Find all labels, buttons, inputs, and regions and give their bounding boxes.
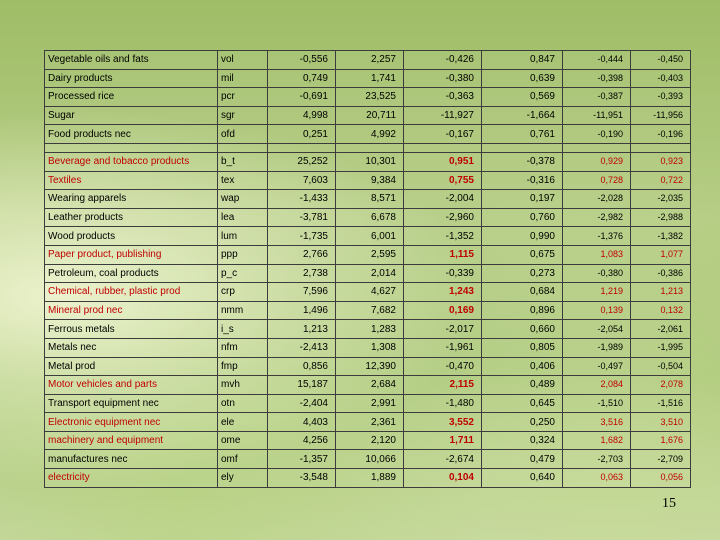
value-cell-v1: 1,213 [268,320,336,339]
value-cell-v4: 0,896 [482,301,563,320]
value-cell-v3: -0,363 [404,88,482,107]
sector-name-cell: Leather products [45,208,218,227]
value-cell-v5: -0,387 [563,88,631,107]
table-row [45,208,691,227]
value-cell-v3: 0,951 [404,152,482,171]
table-row [45,283,691,302]
value-cell-v4: 0,645 [482,394,563,413]
value-cell-v1: -2,404 [268,394,336,413]
value-cell-v3: 3,552 [404,413,482,432]
value-cell-v4: 0,760 [482,208,563,227]
value-cell-v1: 0,251 [268,125,336,144]
spacer-cell [404,143,482,152]
value-cell-v3: -2,960 [404,208,482,227]
value-cell-v1: -3,781 [268,208,336,227]
sector-name-cell: Metal prod [45,357,218,376]
value-cell-v1: -0,691 [268,88,336,107]
value-cell-v5: -1,376 [563,227,631,246]
value-cell-v6: -0,386 [631,264,691,283]
value-cell-v4: 0,675 [482,245,563,264]
value-cell-v1: 7,596 [268,283,336,302]
value-cell-v6: -2,988 [631,208,691,227]
sector-code-cell: vol [218,51,268,70]
sector-code-cell: otn [218,394,268,413]
value-cell-v2: 8,571 [336,190,404,209]
table-row [45,357,691,376]
spacer-cell [45,143,218,152]
value-cell-v2: 10,301 [336,152,404,171]
value-cell-v6: -2,709 [631,450,691,469]
value-cell-v2: 2,257 [336,51,404,70]
value-cell-v1: 0,749 [268,69,336,88]
value-cell-v5: -0,497 [563,357,631,376]
value-cell-v6: -11,956 [631,106,691,125]
value-cell-v3: 1,711 [404,431,482,450]
value-cell-v6: -0,450 [631,51,691,70]
value-cell-v6: -0,393 [631,88,691,107]
sector-code-cell: nfm [218,338,268,357]
sector-code-cell: i_s [218,320,268,339]
value-cell-v3: -2,674 [404,450,482,469]
value-cell-v4: -1,664 [482,106,563,125]
value-cell-v3: 0,169 [404,301,482,320]
table-row [45,88,691,107]
value-cell-v6: 1,077 [631,245,691,264]
value-cell-v1: -2,413 [268,338,336,357]
value-cell-v3: 1,243 [404,283,482,302]
sector-name-cell: Electronic equipment nec [45,413,218,432]
sector-code-cell: b_t [218,152,268,171]
sector-name-cell: Vegetable oils and fats [45,51,218,70]
sector-code-cell: ely [218,469,268,488]
value-cell-v6: 1,676 [631,431,691,450]
sector-code-cell: ofd [218,125,268,144]
value-cell-v2: 7,682 [336,301,404,320]
spacer-cell [218,143,268,152]
value-cell-v4: 0,639 [482,69,563,88]
sector-code-cell: pcr [218,88,268,107]
value-cell-v6: 0,923 [631,152,691,171]
sector-code-cell: p_c [218,264,268,283]
value-cell-v3: -11,927 [404,106,482,125]
value-cell-v4: 0,805 [482,338,563,357]
value-cell-v1: -3,548 [268,469,336,488]
value-cell-v6: 0,722 [631,171,691,190]
table-row [45,69,691,88]
value-cell-v6: 0,132 [631,301,691,320]
sector-name-cell: Chemical, rubber, plastic prod [45,283,218,302]
sector-name-cell: Wood products [45,227,218,246]
value-cell-v1: 4,256 [268,431,336,450]
spacer-cell [563,143,631,152]
value-cell-v1: -1,735 [268,227,336,246]
value-cell-v2: 4,992 [336,125,404,144]
value-cell-v1: 2,738 [268,264,336,283]
value-cell-v1: 25,252 [268,152,336,171]
value-cell-v4: 0,479 [482,450,563,469]
value-cell-v5: 2,084 [563,376,631,395]
value-cell-v1: 4,403 [268,413,336,432]
value-cell-v5: 0,728 [563,171,631,190]
value-cell-v2: 1,741 [336,69,404,88]
sector-code-cell: ppp [218,245,268,264]
value-cell-v2: 2,120 [336,431,404,450]
sector-name-cell: Wearing apparels [45,190,218,209]
sector-code-cell: sgr [218,106,268,125]
table-row [45,450,691,469]
value-cell-v5: 0,929 [563,152,631,171]
table-row [45,190,691,209]
value-cell-v6: 3,510 [631,413,691,432]
sector-name-cell: Petroleum, coal products [45,264,218,283]
value-cell-v4: 0,273 [482,264,563,283]
table-row [45,227,691,246]
sector-name-cell: Transport equipment nec [45,394,218,413]
sector-code-cell: mil [218,69,268,88]
sector-name-cell: Motor vehicles and parts [45,376,218,395]
sector-name-cell: Paper product, publishing [45,245,218,264]
sector-code-cell: tex [218,171,268,190]
value-cell-v2: 6,678 [336,208,404,227]
sector-name-cell: Textiles [45,171,218,190]
value-cell-v5: -0,444 [563,51,631,70]
sector-code-cell: ome [218,431,268,450]
value-cell-v4: -0,378 [482,152,563,171]
sector-name-cell: Processed rice [45,88,218,107]
table-spacer-row [45,143,691,152]
sector-name-cell: Ferrous metals [45,320,218,339]
spacer-cell [268,143,336,152]
value-cell-v6: -0,196 [631,125,691,144]
value-cell-v6: -1,382 [631,227,691,246]
value-cell-v5: -1,989 [563,338,631,357]
value-cell-v3: 1,115 [404,245,482,264]
value-cell-v2: 1,889 [336,469,404,488]
value-cell-v5: -1,510 [563,394,631,413]
value-cell-v3: -0,470 [404,357,482,376]
table-row [45,301,691,320]
table-row [45,106,691,125]
value-cell-v2: 12,390 [336,357,404,376]
page-number: 15 [662,496,676,511]
sector-code-cell: nmm [218,301,268,320]
value-cell-v4: 0,684 [482,283,563,302]
table-row [45,376,691,395]
value-cell-v2: 2,595 [336,245,404,264]
value-cell-v2: 9,384 [336,171,404,190]
value-cell-v6: -2,061 [631,320,691,339]
value-cell-v3: -0,339 [404,264,482,283]
sector-name-cell: Metals nec [45,338,218,357]
value-cell-v5: -0,190 [563,125,631,144]
sector-code-cell: lum [218,227,268,246]
table-row [45,171,691,190]
sector-name-cell: electricity [45,469,218,488]
value-cell-v3: 0,755 [404,171,482,190]
sector-code-cell: omf [218,450,268,469]
sector-name-cell: Sugar [45,106,218,125]
value-cell-v3: -0,380 [404,69,482,88]
value-cell-v4: 0,250 [482,413,563,432]
value-cell-v5: -2,703 [563,450,631,469]
table-row [45,245,691,264]
sector-code-cell: fmp [218,357,268,376]
sector-code-cell: mvh [218,376,268,395]
value-cell-v3: -0,426 [404,51,482,70]
table-row [45,264,691,283]
value-cell-v6: 1,213 [631,283,691,302]
sector-code-cell: lea [218,208,268,227]
value-cell-v2: 1,308 [336,338,404,357]
value-cell-v3: -1,352 [404,227,482,246]
spacer-cell [482,143,563,152]
table-row [45,431,691,450]
value-cell-v4: 0,489 [482,376,563,395]
value-cell-v5: -2,028 [563,190,631,209]
value-cell-v6: 0,056 [631,469,691,488]
value-cell-v4: -0,316 [482,171,563,190]
value-cell-v1: 15,187 [268,376,336,395]
value-cell-v1: 4,998 [268,106,336,125]
sector-name-cell: machinery and equipment [45,431,218,450]
table-row [45,320,691,339]
value-cell-v5: -0,380 [563,264,631,283]
sector-name-cell: Food products nec [45,125,218,144]
value-cell-v1: 2,766 [268,245,336,264]
sector-code-cell: ele [218,413,268,432]
table-row [45,338,691,357]
value-cell-v6: 2,078 [631,376,691,395]
value-cell-v2: 2,014 [336,264,404,283]
value-cell-v4: 0,406 [482,357,563,376]
sector-name-cell: manufactures nec [45,450,218,469]
value-cell-v5: 1,219 [563,283,631,302]
value-cell-v1: 0,856 [268,357,336,376]
sector-code-cell: crp [218,283,268,302]
value-cell-v1: 7,603 [268,171,336,190]
value-cell-v1: -1,433 [268,190,336,209]
value-cell-v2: 4,627 [336,283,404,302]
value-cell-v4: 0,640 [482,469,563,488]
table-row [45,469,691,488]
spacer-cell [336,143,404,152]
value-cell-v5: -2,054 [563,320,631,339]
value-cell-v2: 2,991 [336,394,404,413]
value-cell-v2: 2,361 [336,413,404,432]
value-cell-v6: -1,516 [631,394,691,413]
value-cell-v2: 2,684 [336,376,404,395]
sector-name-cell: Mineral prod nec [45,301,218,320]
value-cell-v1: 1,496 [268,301,336,320]
sector-code-cell: wap [218,190,268,209]
value-cell-v3: 2,115 [404,376,482,395]
sector-name-cell: Dairy products [45,69,218,88]
value-cell-v6: -1,995 [631,338,691,357]
table-row [45,51,691,70]
value-cell-v6: -2,035 [631,190,691,209]
table-row [45,152,691,171]
value-cell-v4: 0,660 [482,320,563,339]
value-cell-v3: -1,961 [404,338,482,357]
value-cell-v4: 0,847 [482,51,563,70]
value-cell-v4: 0,990 [482,227,563,246]
value-cell-v1: -1,357 [268,450,336,469]
value-cell-v5: 0,139 [563,301,631,320]
sector-results-table [44,50,691,488]
value-cell-v5: -2,982 [563,208,631,227]
value-cell-v6: -0,504 [631,357,691,376]
value-cell-v4: 0,197 [482,190,563,209]
value-cell-v2: 6,001 [336,227,404,246]
value-cell-v4: 0,761 [482,125,563,144]
table-body [45,51,691,488]
value-cell-v3: -0,167 [404,125,482,144]
value-cell-v5: -0,398 [563,69,631,88]
value-cell-v3: -2,017 [404,320,482,339]
value-cell-v5: 1,682 [563,431,631,450]
value-cell-v5: 0,063 [563,469,631,488]
table-row [45,413,691,432]
sector-name-cell: Beverage and tobacco products [45,152,218,171]
value-cell-v6: -0,403 [631,69,691,88]
value-cell-v3: -2,004 [404,190,482,209]
value-cell-v1: -0,556 [268,51,336,70]
value-cell-v5: 3,516 [563,413,631,432]
value-cell-v5: -11,951 [563,106,631,125]
value-cell-v5: 1,083 [563,245,631,264]
value-cell-v2: 23,525 [336,88,404,107]
value-cell-v2: 10,066 [336,450,404,469]
value-cell-v3: 0,104 [404,469,482,488]
value-cell-v3: -1,480 [404,394,482,413]
table-row [45,125,691,144]
spacer-cell [631,143,691,152]
value-cell-v2: 1,283 [336,320,404,339]
value-cell-v4: 0,324 [482,431,563,450]
value-cell-v4: 0,569 [482,88,563,107]
value-cell-v2: 20,711 [336,106,404,125]
table-row [45,394,691,413]
